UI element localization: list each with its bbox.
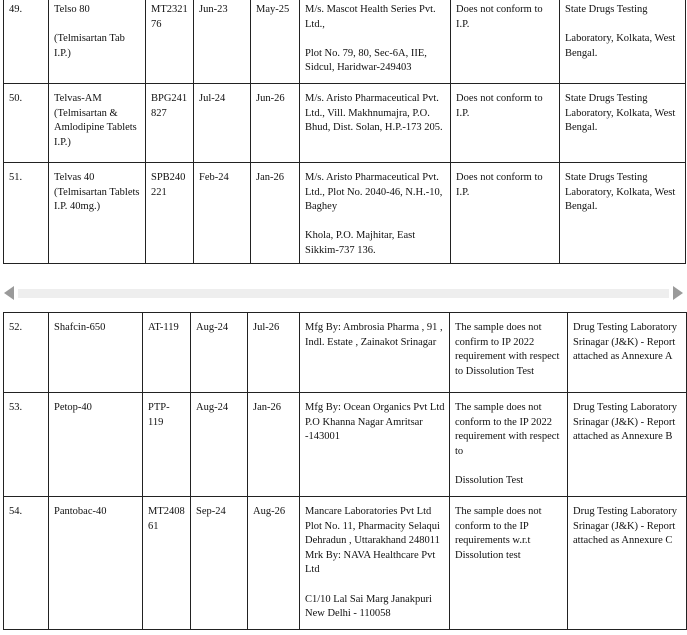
table-row — [4, 0, 686, 84]
product-name: Telvas 40 (Telmisartan Tablets I.P. 40mg.) — [49, 163, 146, 264]
serial-no: 50. — [4, 84, 49, 163]
batch-no: MT232176 — [146, 0, 194, 84]
manufacturer: Mfg By: Ambrosia Pharma , 91 , Indl. Estate , Zainakot Srinagar — [300, 313, 450, 393]
table-row — [4, 84, 686, 163]
product-name: Petop-40 — [49, 393, 143, 497]
drug-alert-table-bottom — [3, 312, 687, 630]
testing-lab: State Drugs Testing Laboratory, Kolkata, West Bengal. — [560, 0, 686, 84]
serial-no: 49. — [4, 0, 49, 84]
product-name: Telvas-AM (Telmisartan & Amlodipine Tablets I.P.) — [49, 84, 146, 163]
reason: The sample does not conform to the IP 2022 requirement with respect to Dissolution Test — [450, 393, 568, 497]
batch-no: PTP- 119 — [143, 393, 191, 497]
manufacturer: M/s. Aristo Pharmaceutical Pvt. Ltd., Vill. Makhnumajra, P.O. Bhud, Dist. Solan, H.P.-173 205. — [300, 84, 451, 163]
reason: Does not conform to I.P. — [451, 163, 560, 264]
mfg-date: Aug-24 — [191, 313, 248, 393]
drug-alert-table-top — [3, 0, 686, 264]
product-name: Telso 80 (Telmisartan Tab I.P.) — [49, 0, 146, 84]
batch-no: BPG241827 — [146, 84, 194, 163]
exp-date: Jan-26 — [251, 163, 300, 264]
horizontal-scrollbar[interactable] — [0, 284, 687, 302]
manufacturer: M/s. Aristo Pharmaceutical Pvt. Ltd., Plot No. 2040-46, N.H.-10, Baghey Khola, P.O. Majhitar, East Sikkim-737 136. — [300, 163, 451, 264]
manufacturer: Mancare Laboratories Pvt Ltd Plot No. 11, Pharmacity Selaqui Dehradun , Uttarakhand 248011 Mrk By: NAVA Healthcare Pvt Ltd C1/10 Lal Sai Marg Janakpuri New Delhi - 110058 — [300, 497, 450, 630]
scrollbar-track[interactable] — [18, 289, 669, 298]
scroll-right-arrow-icon[interactable] — [673, 286, 683, 300]
table-row — [4, 393, 687, 497]
testing-lab: Drug Testing Laboratory Srinagar (J&K) - Report attached as Annexure B — [568, 393, 687, 497]
exp-date: Jul-26 — [248, 313, 300, 393]
exp-date: Aug-26 — [248, 497, 300, 630]
exp-date: Jun-26 — [251, 84, 300, 163]
table-row — [4, 313, 687, 393]
batch-no: SPB240221 — [146, 163, 194, 264]
mfg-date: Aug-24 — [191, 393, 248, 497]
mfg-date: Feb-24 — [194, 163, 251, 264]
reason: The sample does not conform to the IP requirements w.r.t Dissolution test — [450, 497, 568, 630]
serial-no: 51. — [4, 163, 49, 264]
exp-date: Jan-26 — [248, 393, 300, 497]
exp-date: May-25 — [251, 0, 300, 84]
product-name: Shafcin-650 — [49, 313, 143, 393]
table-row — [4, 497, 687, 630]
batch-no: MT240861 — [143, 497, 191, 630]
testing-lab: State Drugs Testing Laboratory, Kolkata, West Bengal. — [560, 163, 686, 264]
serial-no: 53. — [4, 393, 49, 497]
mfg-date: Sep-24 — [191, 497, 248, 630]
testing-lab: Drug Testing Laboratory Srinagar (J&K) - Report attached as Annexure C — [568, 497, 687, 630]
reason: Does not conform to I.P. — [451, 84, 560, 163]
batch-no: AT-119 — [143, 313, 191, 393]
serial-no: 54. — [4, 497, 49, 630]
mfg-date: Jul-24 — [194, 84, 251, 163]
scroll-left-arrow-icon[interactable] — [4, 286, 14, 300]
reason: The sample does not confirm to IP 2022 requirement with respect to Dissolution Test — [450, 313, 568, 393]
testing-lab: State Drugs Testing Laboratory, Kolkata, West Bengal. — [560, 84, 686, 163]
manufacturer: Mfg By: Ocean Organics Pvt Ltd P.O Khanna Nagar Amritsar -143001 — [300, 393, 450, 497]
table-row — [4, 163, 686, 264]
testing-lab: Drug Testing Laboratory Srinagar (J&K) - Report attached as Annexure A — [568, 313, 687, 393]
product-name: Pantobac-40 — [49, 497, 143, 630]
serial-no: 52. — [4, 313, 49, 393]
mfg-date: Jun-23 — [194, 0, 251, 84]
reason: Does not conform to I.P. — [451, 0, 560, 84]
manufacturer: M/s. Mascot Health Series Pvt. Ltd., Plot No. 79, 80, Sec-6A, IIE, Sidcul, Haridwar-249403 — [300, 0, 451, 84]
